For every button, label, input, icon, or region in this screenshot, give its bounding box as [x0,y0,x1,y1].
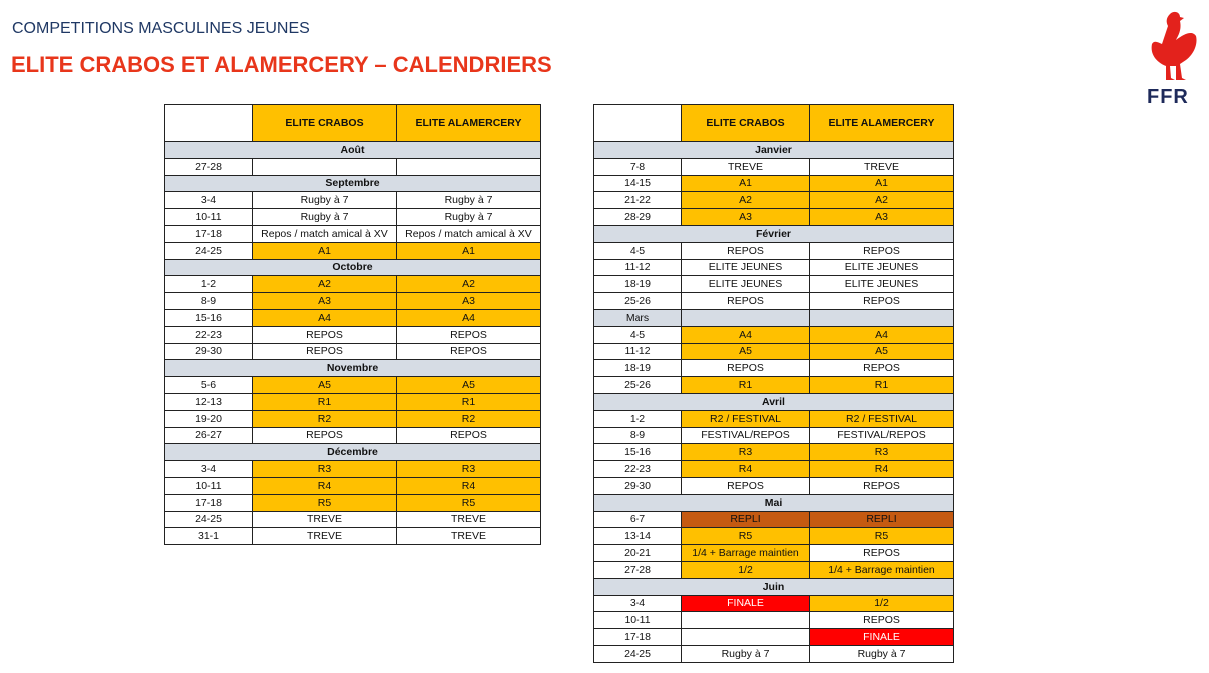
table-row [165,393,541,410]
elite-alamercery-cell: R5 [397,494,541,511]
date-cell: 11-12 [594,343,682,360]
elite-crabos-cell: TREVE [253,528,397,545]
table-row [594,545,954,562]
month-label: Décembre [165,444,541,461]
date-cell: 24-25 [165,242,253,259]
table-row [165,293,541,310]
elite-crabos-cell: REPOS [682,293,810,310]
date-cell: 15-16 [165,309,253,326]
date-cell: Mars [594,309,682,326]
elite-crabos-cell: R4 [253,477,397,494]
date-cell: 29-30 [165,343,253,360]
calendar-table-autumn [164,104,541,545]
calendar-table-spring [593,104,954,663]
date-cell: 21-22 [594,192,682,209]
elite-alamercery-cell: Repos / match amical à XV [397,225,541,242]
month-row [165,444,541,461]
elite-crabos-cell: REPLI [682,511,810,528]
elite-crabos-cell: A1 [253,242,397,259]
elite-alamercery-cell: REPOS [810,477,954,494]
table-row [594,360,954,377]
ffr-logo [1140,10,1209,110]
elite-alamercery-cell: R4 [397,477,541,494]
date-cell: 13-14 [594,528,682,545]
elite-alamercery-cell: FESTIVAL/REPOS [810,427,954,444]
table-row [594,612,954,629]
table-row [165,209,541,226]
date-cell: 15-16 [594,444,682,461]
elite-crabos-cell: Rugby à 7 [253,209,397,226]
header-row [594,105,954,142]
table-row [165,528,541,545]
elite-alamercery-cell: A1 [397,242,541,259]
elite-alamercery-cell: A5 [397,377,541,394]
elite-crabos-cell: ELITE JEUNES [682,259,810,276]
date-cell: 29-30 [594,477,682,494]
elite-crabos-cell: Rugby à 7 [682,645,810,662]
elite-alamercery-cell: TREVE [397,528,541,545]
elite-crabos-cell: REPOS [682,242,810,259]
elite-alamercery-cell: 1/4 + Barrage maintien [810,561,954,578]
elite-crabos-cell: TREVE [253,511,397,528]
elite-alamercery-cell: Rugby à 7 [397,192,541,209]
elite-alamercery-cell: A1 [810,175,954,192]
elite-crabos-cell: A3 [682,209,810,226]
elite-crabos-cell: A4 [682,326,810,343]
date-cell: 27-28 [165,158,253,175]
elite-crabos-cell: FESTIVAL/REPOS [682,427,810,444]
month-label: Novembre [165,360,541,377]
month-row [594,578,954,595]
logo-text: FFR [1147,86,1189,108]
table-row [594,175,954,192]
elite-crabos-cell: Rugby à 7 [253,192,397,209]
date-cell: 3-4 [165,461,253,478]
month-label: Octobre [165,259,541,276]
date-cell: 14-15 [594,175,682,192]
elite-crabos-cell: A4 [253,309,397,326]
elite-alamercery-cell: R5 [810,528,954,545]
table-row [594,293,954,310]
month-label: Septembre [165,175,541,192]
date-cell: 27-28 [594,561,682,578]
date-cell: 24-25 [165,511,253,528]
table-row [594,276,954,293]
elite-crabos-cell: A1 [682,175,810,192]
date-cell: 4-5 [594,326,682,343]
date-cell: 18-19 [594,276,682,293]
header-row [165,105,541,142]
table-row [594,461,954,478]
elite-alamercery-cell: ELITE JEUNES [810,259,954,276]
elite-alamercery-cell: REPOS [397,343,541,360]
elite-crabos-cell: R3 [253,461,397,478]
date-cell: 17-18 [594,629,682,646]
elite-alamercery-cell: A3 [397,293,541,310]
elite-crabos-cell: R1 [682,377,810,394]
date-cell: 10-11 [594,612,682,629]
elite-crabos-cell [682,629,810,646]
header-date-cell [594,105,682,142]
elite-alamercery-cell: R1 [397,393,541,410]
table-row [594,511,954,528]
table-row [594,645,954,662]
elite-alamercery-cell: A5 [810,343,954,360]
date-cell: 5-6 [165,377,253,394]
month-label: Juin [594,578,954,595]
elite-alamercery-cell: REPOS [397,427,541,444]
elite-crabos-cell: R1 [253,393,397,410]
table-row [594,259,954,276]
month-label: Janvier [594,142,954,159]
date-cell: 8-9 [165,293,253,310]
date-cell: 17-18 [165,225,253,242]
table-row [594,192,954,209]
elite-alamercery-cell: REPOS [810,242,954,259]
table-row [594,326,954,343]
header-elite-alamercery: ELITE ALAMERCERY [810,105,954,142]
date-cell: 10-11 [165,209,253,226]
table-row [594,377,954,394]
date-cell: 8-9 [594,427,682,444]
rooster-icon [1140,10,1200,82]
elite-alamercery-cell: REPOS [810,612,954,629]
month-label: Mai [594,494,954,511]
date-cell: 17-18 [165,494,253,511]
date-cell: 7-8 [594,158,682,175]
table-row [594,595,954,612]
elite-crabos-cell: A5 [682,343,810,360]
date-cell: 25-26 [594,293,682,310]
table-row [594,209,954,226]
date-cell: 4-5 [594,242,682,259]
elite-crabos-cell [682,612,810,629]
page-title: ELITE CRABOS ET ALAMERCERY – CALENDRIERS [11,52,552,77]
elite-alamercery-cell: R2 / FESTIVAL [810,410,954,427]
table-row [594,242,954,259]
table-row [165,309,541,326]
elite-alamercery-cell: R3 [810,444,954,461]
month-row [594,142,954,159]
date-cell: 22-23 [165,326,253,343]
month-row [165,142,541,159]
elite-alamercery-cell [397,158,541,175]
table-row [594,561,954,578]
elite-alamercery-cell: REPLI [810,511,954,528]
elite-alamercery-cell: 1/2 [810,595,954,612]
table-row [165,461,541,478]
elite-crabos-cell: REPOS [682,477,810,494]
table-row [165,242,541,259]
elite-crabos-cell: REPOS [253,343,397,360]
table-row [594,410,954,427]
elite-crabos-cell: 1/2 [682,561,810,578]
table-row [165,326,541,343]
elite-alamercery-cell: R2 [397,410,541,427]
elite-crabos-cell: Repos / match amical à XV [253,225,397,242]
date-cell: 20-21 [594,545,682,562]
elite-alamercery-cell: TREVE [810,158,954,175]
elite-alamercery-cell: FINALE [810,629,954,646]
elite-alamercery-cell: Rugby à 7 [810,645,954,662]
date-cell: 25-26 [594,377,682,394]
elite-alamercery-cell: REPOS [810,545,954,562]
table-row [165,427,541,444]
date-cell: 3-4 [165,192,253,209]
elite-crabos-cell: A2 [682,192,810,209]
elite-crabos-cell: R5 [253,494,397,511]
table-row [594,477,954,494]
elite-alamercery-cell: A3 [810,209,954,226]
elite-crabos-cell: A5 [253,377,397,394]
elite-alamercery-cell: REPOS [397,326,541,343]
table-row [165,343,541,360]
elite-crabos-cell: R2 [253,410,397,427]
elite-crabos-cell: R5 [682,528,810,545]
date-cell: 6-7 [594,511,682,528]
elite-crabos-cell: 1/4 + Barrage maintien [682,545,810,562]
table-row [594,343,954,360]
elite-crabos-cell: FINALE [682,595,810,612]
table-row [165,477,541,494]
month-label: Février [594,225,954,242]
date-cell: 24-25 [594,645,682,662]
elite-crabos-cell: ELITE JEUNES [682,276,810,293]
header-elite-alamercery: ELITE ALAMERCERY [397,105,541,142]
table-row [165,511,541,528]
table-row [594,158,954,175]
elite-alamercery-cell: REPOS [810,360,954,377]
table-row [594,309,954,326]
month-row [165,360,541,377]
elite-crabos-cell: R3 [682,444,810,461]
date-cell: 1-2 [594,410,682,427]
month-row [594,393,954,410]
date-cell: 22-23 [594,461,682,478]
elite-alamercery-cell [810,309,954,326]
elite-alamercery-cell: TREVE [397,511,541,528]
elite-crabos-cell: REPOS [682,360,810,377]
date-cell: 18-19 [594,360,682,377]
date-cell: 11-12 [594,259,682,276]
elite-crabos-cell: TREVE [682,158,810,175]
elite-alamercery-cell: A2 [397,276,541,293]
month-label: Août [165,142,541,159]
elite-alamercery-cell: Rugby à 7 [397,209,541,226]
date-cell: 19-20 [165,410,253,427]
elite-alamercery-cell: ELITE JEUNES [810,276,954,293]
table-row [594,629,954,646]
elite-crabos-cell: REPOS [253,427,397,444]
date-cell: 28-29 [594,209,682,226]
header-elite-crabos: ELITE CRABOS [253,105,397,142]
elite-crabos-cell: A3 [253,293,397,310]
elite-alamercery-cell: REPOS [810,293,954,310]
date-cell: 12-13 [165,393,253,410]
elite-alamercery-cell: R1 [810,377,954,394]
table-row [165,377,541,394]
elite-crabos-cell: R4 [682,461,810,478]
table-row [594,444,954,461]
table-row [165,192,541,209]
elite-alamercery-cell: R4 [810,461,954,478]
month-label: Avril [594,393,954,410]
table-row [165,158,541,175]
elite-crabos-cell: REPOS [253,326,397,343]
date-cell: 1-2 [165,276,253,293]
header-elite-crabos: ELITE CRABOS [682,105,810,142]
elite-crabos-cell [682,309,810,326]
month-row [165,259,541,276]
month-row [594,225,954,242]
elite-alamercery-cell: A4 [397,309,541,326]
elite-alamercery-cell: R3 [397,461,541,478]
table-row [165,494,541,511]
month-row [165,175,541,192]
elite-crabos-cell: R2 / FESTIVAL [682,410,810,427]
table-row [165,225,541,242]
elite-crabos-cell: A2 [253,276,397,293]
table-row [594,528,954,545]
date-cell: 26-27 [165,427,253,444]
subtitle: COMPETITIONS MASCULINES JEUNES [12,20,310,37]
table-row [165,276,541,293]
date-cell: 3-4 [594,595,682,612]
elite-alamercery-cell: A2 [810,192,954,209]
date-cell: 31-1 [165,528,253,545]
date-cell: 10-11 [165,477,253,494]
elite-crabos-cell [253,158,397,175]
header-date-cell [165,105,253,142]
table-row [165,410,541,427]
table-row [594,427,954,444]
elite-alamercery-cell: A4 [810,326,954,343]
month-row [594,494,954,511]
